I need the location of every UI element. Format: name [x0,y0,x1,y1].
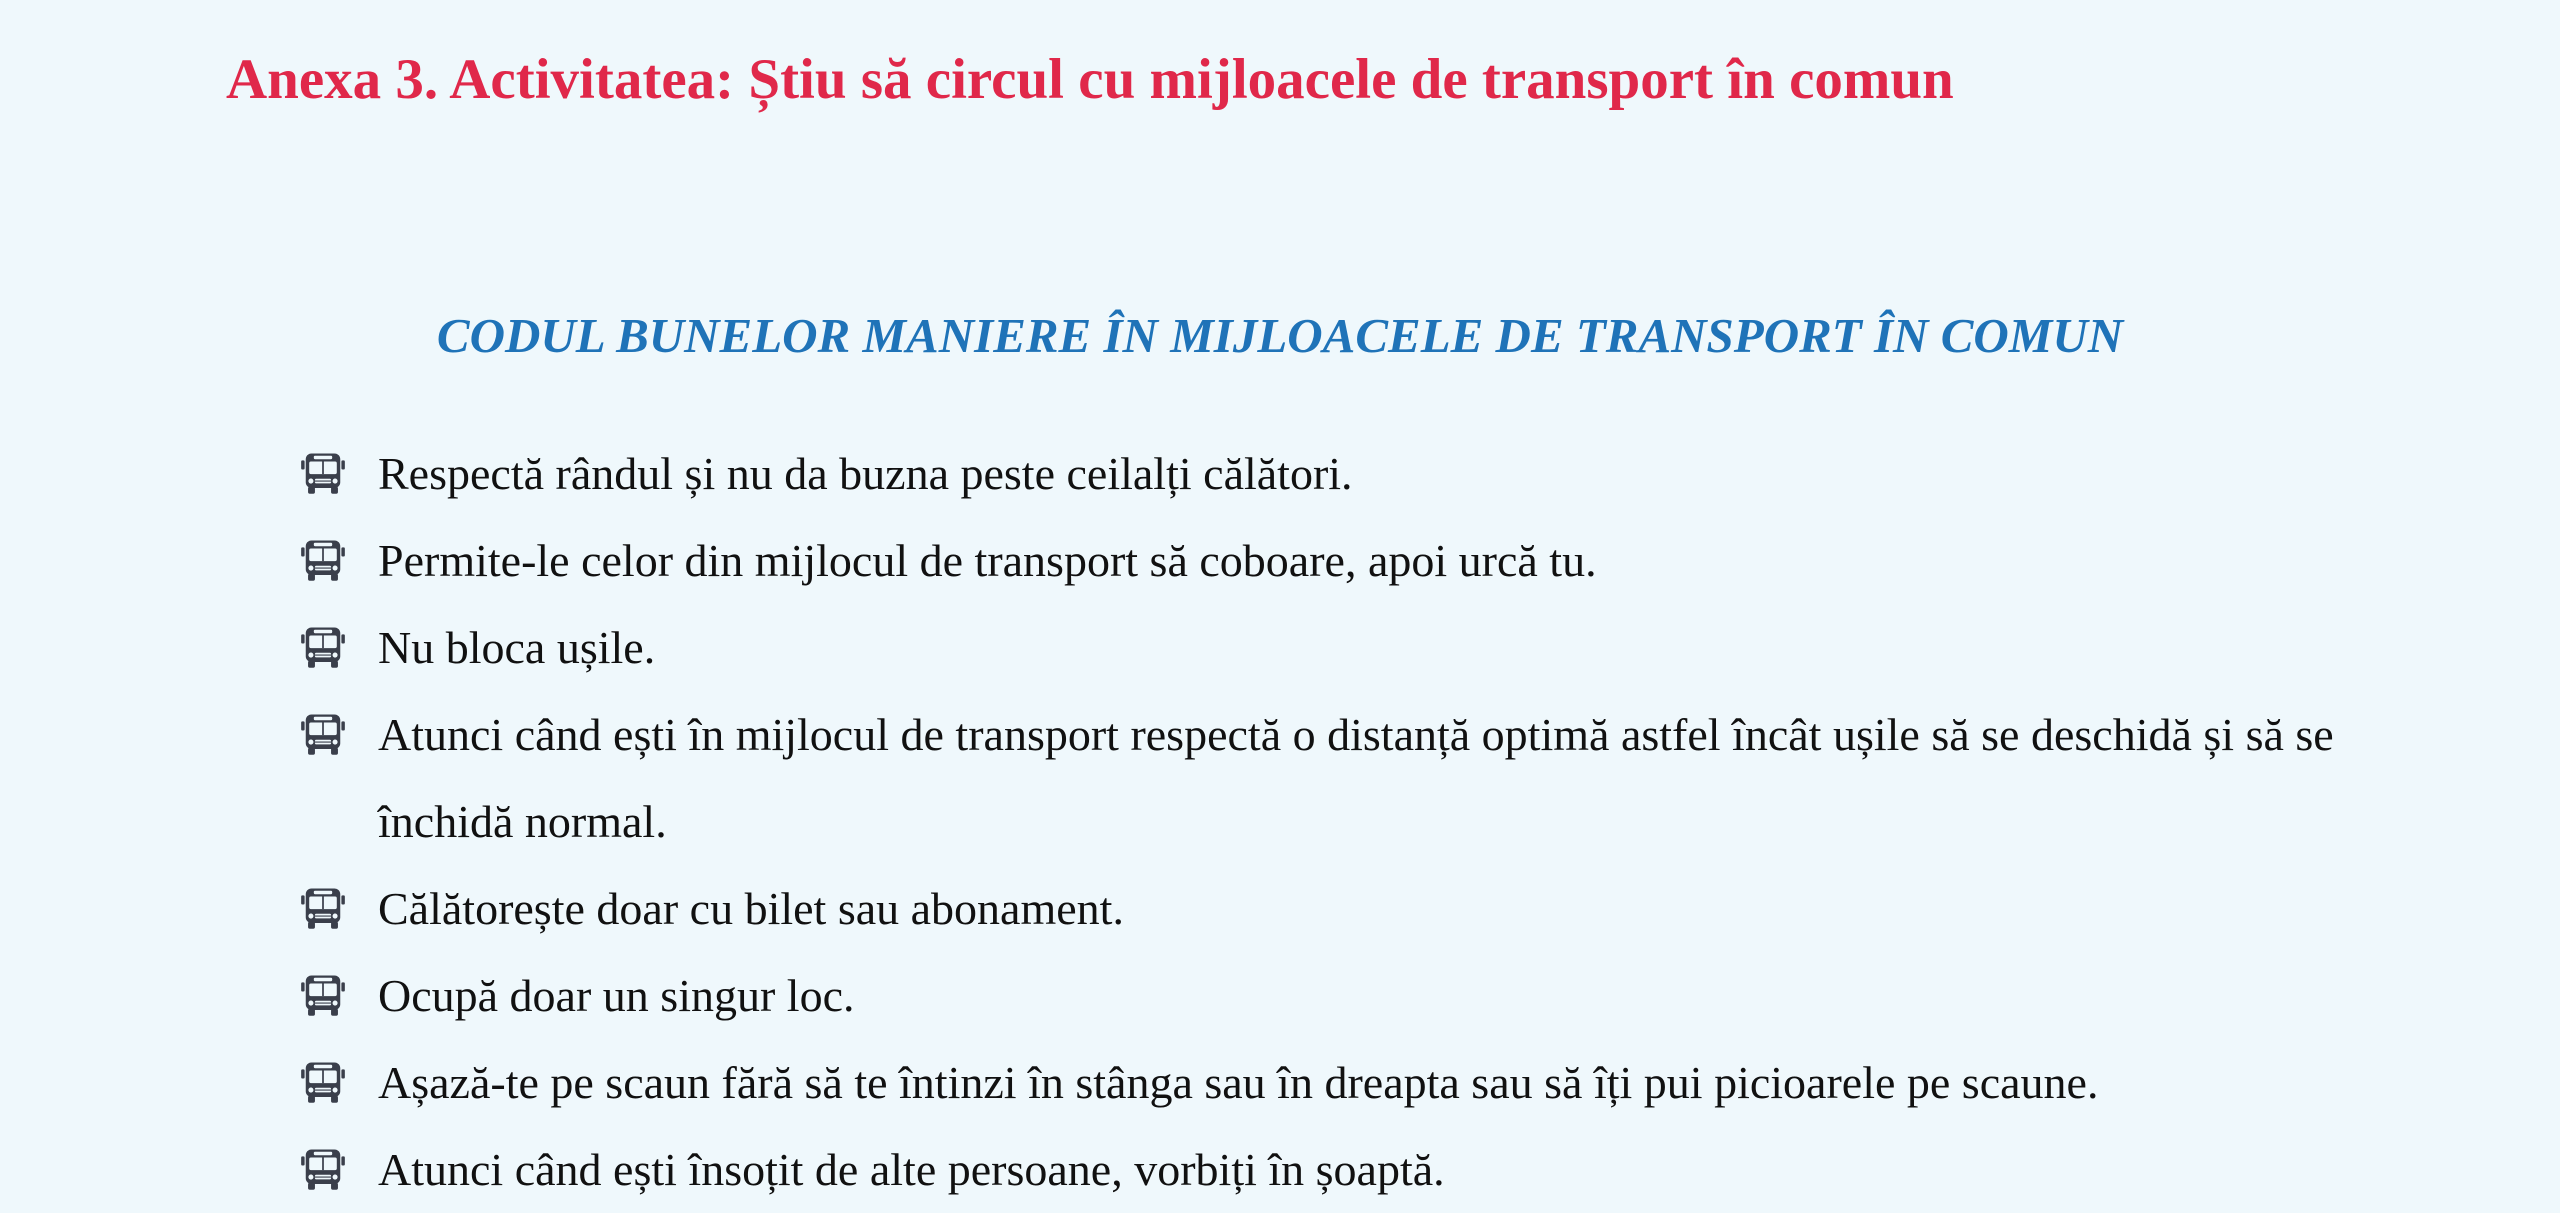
section-title: CODUL BUNELOR MANIERE ÎN MIJLOACELE DE TRANSPORT ÎN COMUN [436,308,2124,363]
rule-item [300,1126,2400,1213]
rule-text: Ocupă doar un singur loc. [378,970,855,1021]
rule-item [300,430,2400,517]
bus-icon [300,537,346,583]
rules-list [300,430,2400,1213]
rule-text: Respectă rândul și nu da buzna peste ceilalți călători. [378,448,1353,499]
rule-text: Atunci când ești însoțit de alte persoane, vorbiți în șoaptă. [378,1144,1445,1195]
bus-icon [300,972,346,1018]
rule-text: Așază-te pe scaun fără să te întinzi în stânga sau în dreapta sau să îți pui picioarele pe scaune. [378,1057,2099,1108]
rule-text: Călătorește doar cu bilet sau abonament. [378,883,1124,934]
rule-item [300,517,2400,604]
bus-icon [300,1146,346,1192]
bus-icon [300,624,346,670]
rule-item [300,952,2400,1039]
bus-icon [300,885,346,931]
bus-icon [300,711,346,757]
rule-item [300,691,2400,865]
bus-icon [300,450,346,496]
rule-item [300,865,2400,952]
rule-text: Nu bloca ușile. [378,622,656,673]
bus-icon [300,1059,346,1105]
page-title: Anexa 3. Activitatea: Știu să circul cu mijloacele de transport în comun [226,48,1954,111]
rule-text: Atunci când ești în mijlocul de transport respectă o distanță optimă astfel încât ușile să se deschidă și să se închidă normal. [378,709,2334,847]
rule-item [300,604,2400,691]
rule-text: Permite-le celor din mijlocul de transport să coboare, apoi urcă tu. [378,535,1597,586]
rule-item [300,1039,2400,1126]
